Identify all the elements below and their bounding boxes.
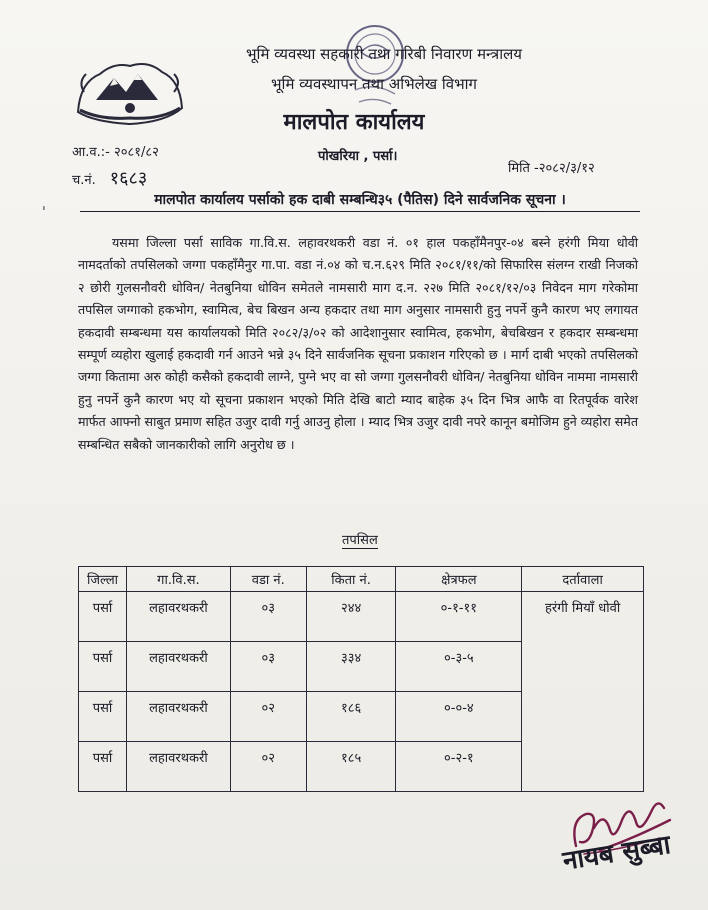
column-header: दर्तावाला: [522, 567, 644, 592]
district-cell: पर्सा: [79, 692, 127, 742]
department-name: भूमि व्यवस्थापन तथा अभिलेख विभाग: [271, 75, 477, 93]
table-header-row: [79, 567, 644, 592]
column-header: गा.वि.स.: [126, 567, 230, 592]
area-cell: ०-२-१: [396, 742, 522, 792]
reference-value: १६८३: [109, 168, 148, 189]
reference-number: [72, 166, 147, 190]
vdc-cell: लहावरथकरी: [126, 642, 230, 692]
office-name: मालपोत कार्यालय: [283, 110, 425, 135]
column-header: वडा नं.: [230, 567, 306, 592]
area-cell: ०-३-५: [396, 642, 522, 692]
issue-date: मिति -२०८२/३/१२: [508, 161, 595, 176]
district-cell: पर्सा: [79, 592, 127, 642]
plot-cell: १८६: [306, 692, 396, 742]
ministry-name: भूमि व्यवस्था सहकारी तथा गरिबी निवारण मन्त्रालय: [246, 45, 522, 63]
land-details-table: [78, 566, 644, 792]
plot-cell: १८५: [306, 742, 396, 792]
ward-cell: ०३: [230, 592, 306, 642]
office-stamp-icon: [335, 20, 415, 110]
office-address: पोखरिया , पर्सा।: [318, 149, 398, 164]
vdc-cell: लहावरथकरी: [126, 692, 230, 742]
ward-cell: ०३: [230, 642, 306, 692]
fiscal-year: आ.व.:- २०८१/८२: [72, 145, 159, 160]
table-heading: तपसिल: [342, 530, 378, 549]
column-header: क्षेत्रफल: [396, 567, 522, 592]
notice-title: मालपोत कार्यालय पर्साको हक दाबी सम्बन्धि३५ (पैतिस) दिने सार्वजनिक सूचना ।: [80, 190, 640, 212]
column-header: जिल्ला: [79, 567, 127, 592]
reference-label: च.नं.: [72, 173, 96, 188]
table-row: [79, 592, 644, 642]
district-cell: पर्सा: [79, 642, 127, 692]
notice-body: यसमा जिल्ला पर्सा साविक गा.वि.स. लहावरथकरी वडा नं. ०१ हाल पकहाँमैनपुर-०४ बस्ने हरंगी मिया धोवी नामदर्ताको तपसिलको जग्गा पकहाँमैनुर गा.पा. वडा नं.०४ को च.न.६२९ मिति २०८१/११/को सिफारिस संलग्न राखी निजको २ छोरी गुलसनौवरी धोविन/ नेतबुनिया धोविन समेतले नामसारी माग द.न. २२७ मिति २०८१/१२/०३ निवेदन माग गरेकोमा तपसिल जग्गाको हकभोग, स्वामित्व, बेच बिखन अन्य हकदार तथा माग अनुसार नामसारी हुनु नपर्ने कुनै कारण भए लगायत हकदावी सम्बन्धमा यस कार्यालयको मिति २०८२/३/०२ को आदेशानुसार स्वामित्व, हकभोग, बेचबिखन र हकदार सम्बन्धमा सम्पूर्ण व्यहोरा खुलाई हकदावी गर्न आउने भन्ने ३५ दिने सार्वजनिक सूचना प्रकाशन गरिएको छ । मार्ग दाबी भएको तपसिलको जग्गा कितामा अरु कोही कसैको हकदावी लाग्ने, पुग्ने भए वा सो जग्गा गुलसनौवरी धोविन/ नेतबुनिया धोविन नाममा नामसारी हुनु नपर्ने कुनै कारण भए यो सूचना प्रकाशन भएको मिति देखि बाटो म्याद बाहेक ३५ दिन भित्र आफै वा रितपूर्वक वारेश मार्फत आफ्नो साबुत प्रमाण सहित उजुर दावी गर्नु आउनु होला । म्याद भित्र उजुर दावी नपरे कानून बमोजिम हुने व्यहोरा समेत सम्बन्धित सबैको जानकारीको लागि अनुरोध छ ।: [78, 235, 638, 452]
column-header: किता नं.: [306, 567, 396, 592]
vdc-cell: लहावरथकरी: [126, 592, 230, 642]
owner-cell: हरंगी मियाँ धोवी: [522, 592, 644, 792]
plot-cell: २४४: [306, 592, 396, 642]
plot-cell: ३३४: [306, 642, 396, 692]
district-cell: पर्सा: [79, 742, 127, 792]
signatory-designation: नायब सुब्बा: [560, 829, 673, 877]
ward-cell: ०२: [230, 692, 306, 742]
area-cell: ०-०-४: [396, 692, 522, 742]
margin-mark: ˌ: [42, 196, 46, 212]
ward-cell: ०२: [230, 742, 306, 792]
area-cell: ०-१-११: [396, 592, 522, 642]
vdc-cell: लहावरथकरी: [126, 742, 230, 792]
